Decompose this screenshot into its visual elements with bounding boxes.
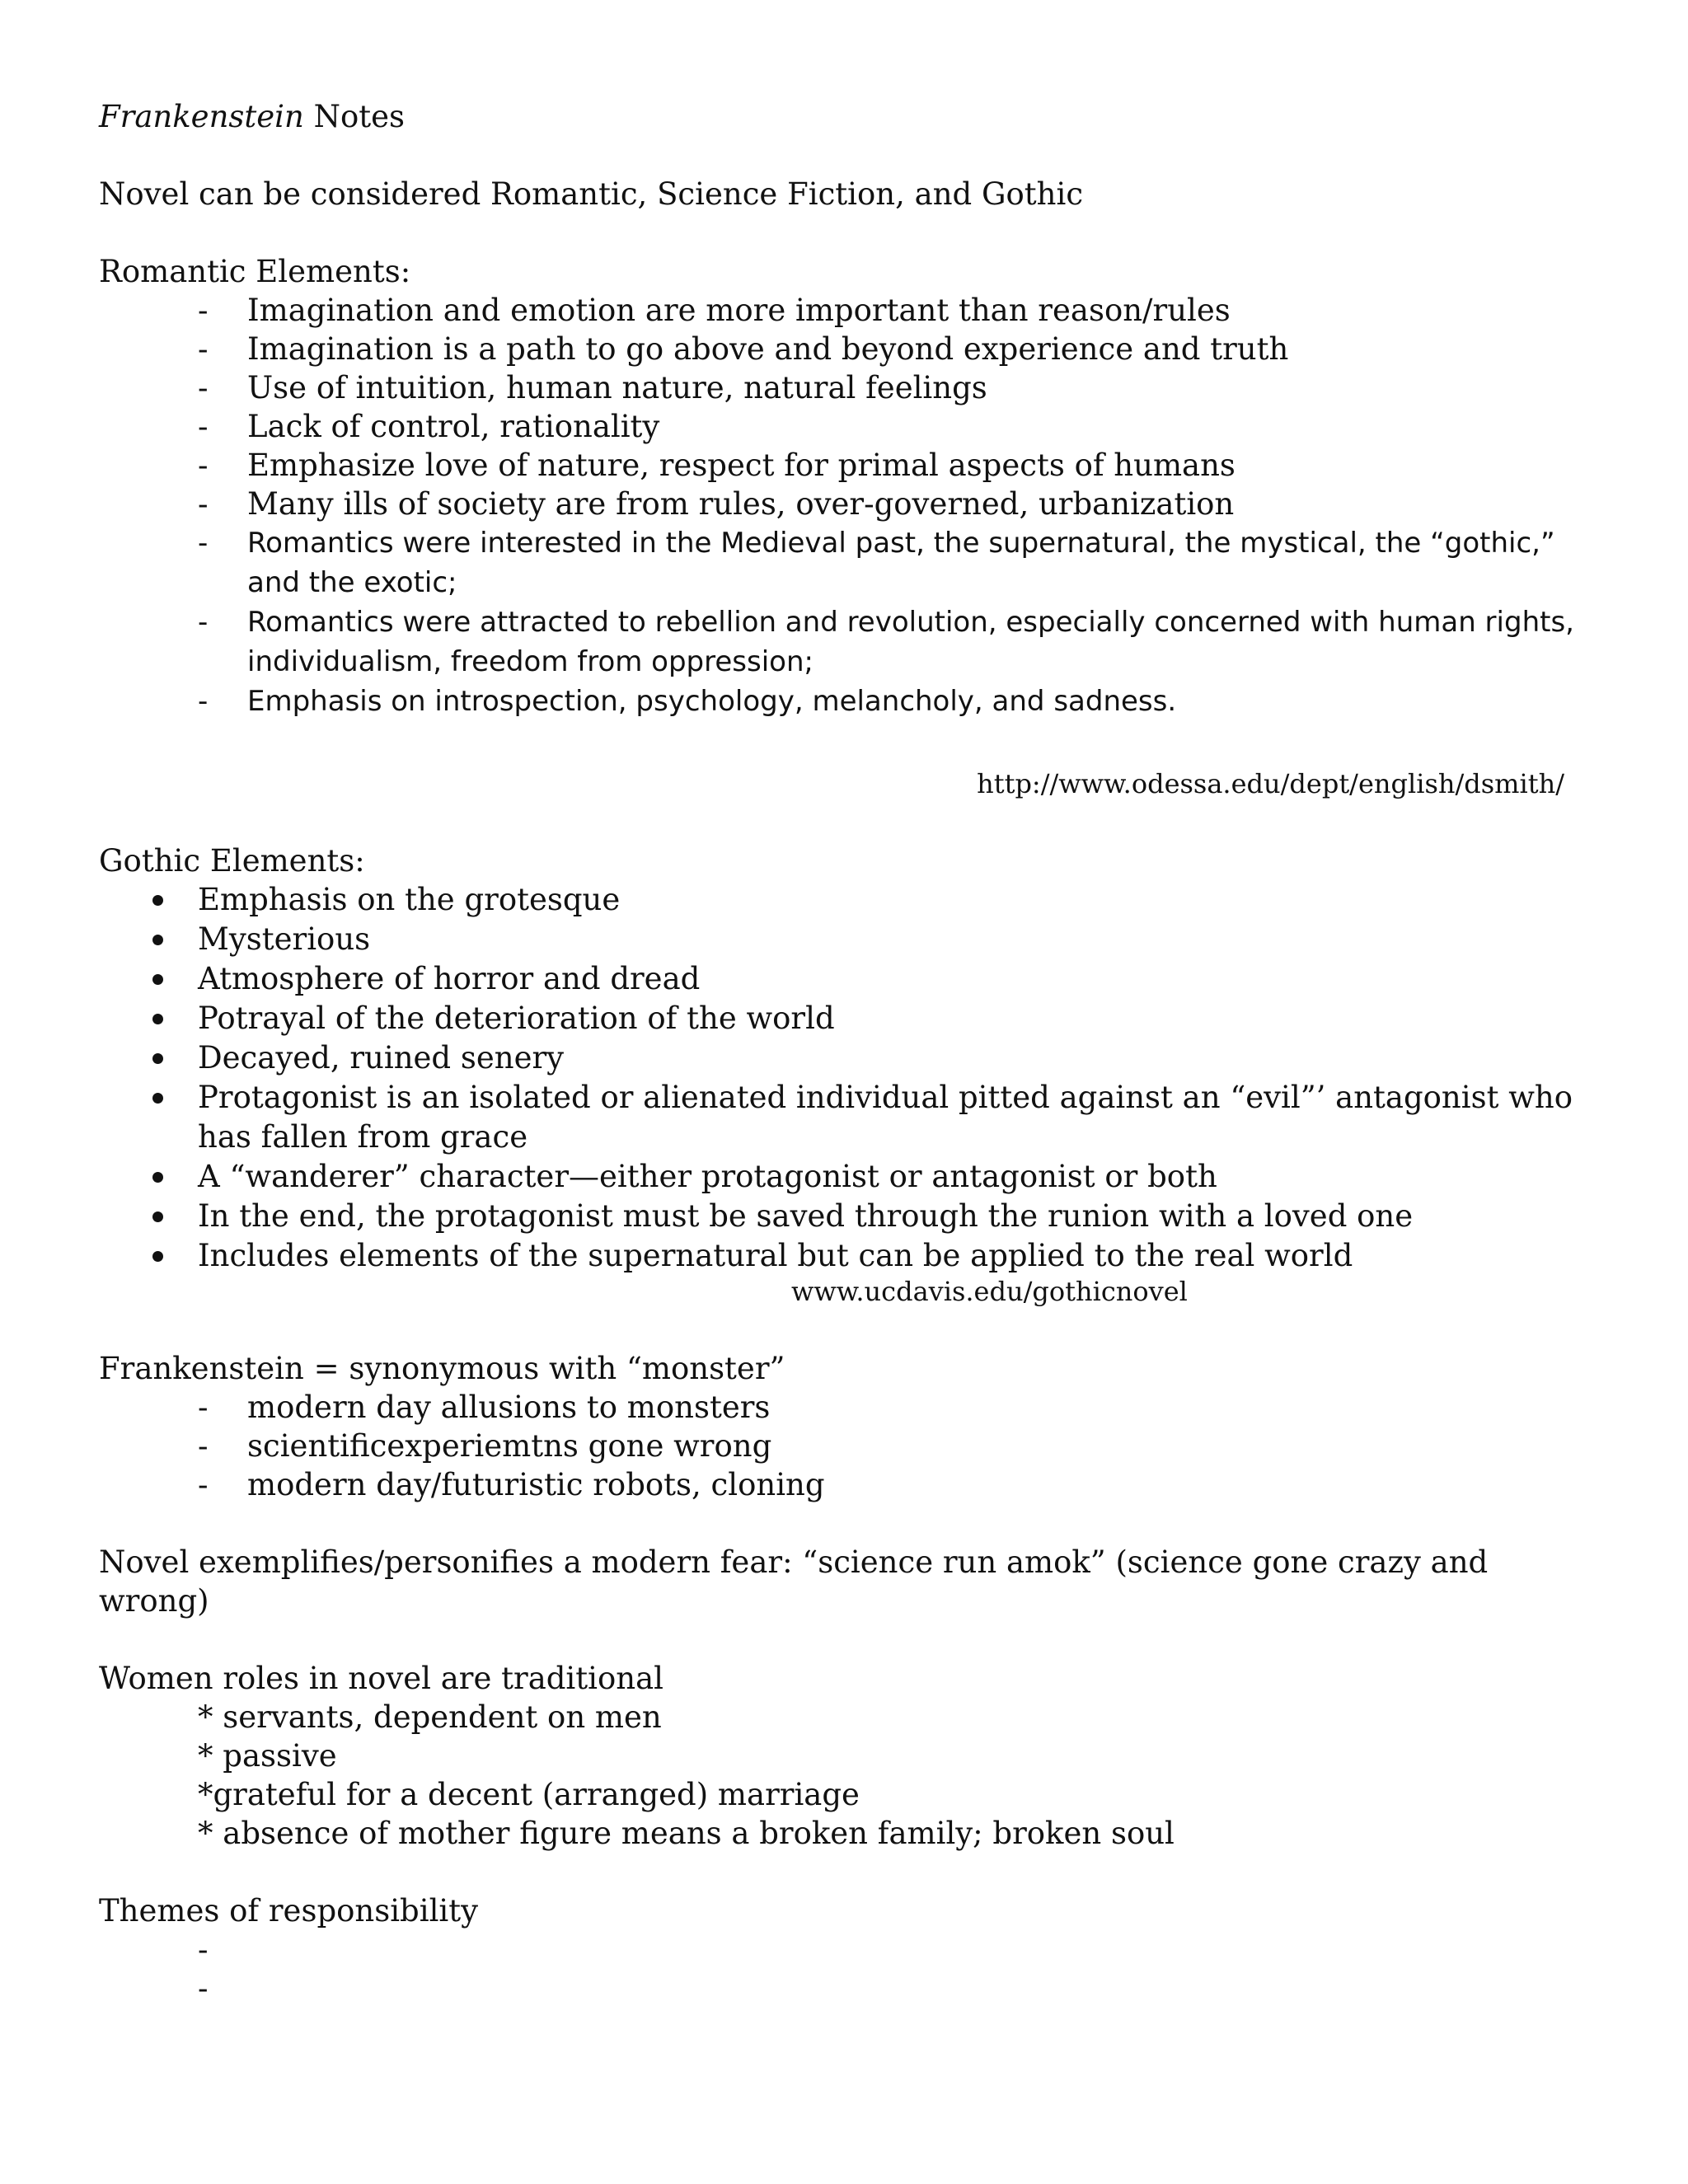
bullet-icon: [152, 1053, 163, 1064]
romantic-heading: Romantic Elements:: [99, 254, 411, 289]
modern-fear-line: Novel exemplifies/personifies a modern fear: “science run amok” (science gone crazy and wrong): [99, 1544, 1489, 1619]
gothic-heading: Gothic Elements:: [99, 843, 365, 879]
bullet-icon: [152, 1212, 163, 1222]
bullet-icon: [152, 1172, 163, 1183]
list-item: - scientificexperiemtns gone wrong: [198, 1428, 772, 1464]
responsibility-list: [99, 1930, 1589, 2008]
list-item: *grateful for a decent (arranged) marriage: [198, 1777, 860, 1812]
document-title: [99, 97, 1589, 136]
list-item: - modern day/futuristic robots, cloning: [198, 1467, 825, 1502]
list-item: Protagonist is an isolated or alienated individual pitted against an “evil”’ antagonist who has fallen from grace: [99, 1078, 1589, 1157]
list-item: Atmosphere of horror and dread: [99, 959, 1589, 999]
list-item: Mysterious: [99, 920, 1589, 959]
bullet-icon: [152, 1093, 163, 1104]
list-item: Decayed, ruined senery: [99, 1038, 1589, 1078]
women-heading: Women roles in novel are traditional: [99, 1661, 663, 1696]
list-item: * absence of mother figure means a broken family; broken soul: [198, 1816, 1175, 1851]
gothic-source-url: www.ucdavis.edu/gothicnovel: [791, 1276, 1188, 1307]
romantic-source-url: http://www.odessa.edu/dept/english/dsmith/: [977, 768, 1564, 799]
bullet-icon: [152, 1014, 163, 1024]
list-item: -: [198, 1932, 209, 1967]
gothic-list: [99, 880, 1589, 1276]
list-item: * servants, dependent on men: [198, 1699, 662, 1735]
bullet-icon: [152, 1251, 163, 1262]
list-item: - Emphasize love of nature, respect for primal aspects of humans: [198, 448, 1236, 483]
list-item: * passive: [198, 1738, 337, 1774]
title-rest: Notes: [303, 99, 405, 134]
list-item: - Imagination is a path to go above and beyond experience and truth: [198, 331, 1289, 367]
list-item: A “wanderer” character—either protagonist or antagonist or both: [99, 1157, 1589, 1197]
responsibility-heading: Themes of responsibility: [99, 1893, 479, 1929]
list-item: - Imagination and emotion are more important than reason/rules: [198, 293, 1231, 328]
list-item: - Use of intuition, human nature, natural feelings: [198, 370, 987, 405]
bullet-icon: [152, 895, 163, 906]
list-item: Includes elements of the supernatural but can be applied to the real world: [99, 1236, 1589, 1276]
title-italic-part: Frankenstein: [99, 99, 304, 134]
list-item: - modern day allusions to monsters: [198, 1390, 771, 1425]
romantic-list-continued: [99, 523, 1589, 721]
romantic-list: [99, 291, 1589, 523]
intro-line: Novel can be considered Romantic, Science Fiction, and Gothic: [99, 176, 1084, 212]
bullet-icon: [152, 935, 163, 945]
list-item: - Romantics were interested in the Medieval past, the supernatural, the mystical, the “gothic,” and the exotic;: [198, 527, 1555, 599]
list-item: - Lack of control, rationality: [198, 409, 660, 444]
list-item: Emphasis on the grotesque: [99, 880, 1589, 920]
women-list: [99, 1698, 1589, 1853]
list-item: Potrayal of the deterioration of the world: [99, 999, 1589, 1038]
bullet-icon: [152, 974, 163, 985]
list-item: -: [198, 1971, 209, 2006]
list-item: - Emphasis on introspection, psychology, melancholy, and sadness.: [198, 685, 1177, 718]
list-item: - Romantics were attracted to rebellion and revolution, especially concerned with human rights, individualism, freedom from oppression;: [198, 606, 1574, 678]
list-item: - Many ills of society are from rules, over-governed, urbanization: [198, 486, 1235, 522]
list-item: In the end, the protagonist must be saved through the runion with a loved one: [99, 1197, 1589, 1236]
monster-list: [99, 1388, 1589, 1504]
monster-heading: Frankenstein = synonymous with “monster”: [99, 1351, 785, 1386]
